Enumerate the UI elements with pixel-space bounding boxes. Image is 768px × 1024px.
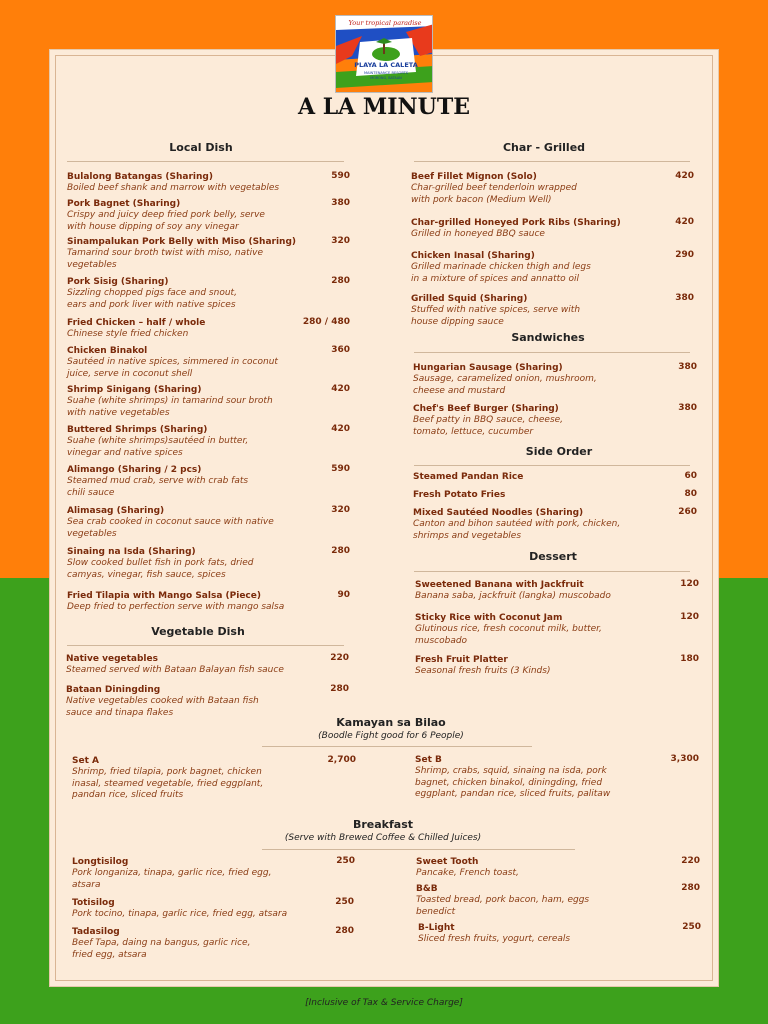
menu-item [67, 546, 253, 581]
menu-item-price: 320 [331, 236, 350, 246]
breakfast-item [72, 856, 271, 891]
menu-item [411, 217, 621, 241]
breakfast-item [416, 883, 589, 918]
menu-item-name: Fried Chicken – half / whole [67, 318, 206, 328]
menu-item-description: Grilled in honeyed BBQ sauce [411, 229, 545, 239]
menu-item-description: Sea crab cooked in coconut sauce with native [67, 517, 274, 527]
menu-item-description: Shrimp, fried tilapia, pork bagnet, chicken [72, 767, 262, 777]
menu-item-name: Char-grilled Honeyed Pork Ribs (Sharing) [411, 218, 621, 228]
menu-item-name: Fresh Potato Fries [413, 490, 506, 500]
menu-item-price: 420 [675, 217, 694, 227]
menu-item-description: Banana saba, jackfruit (langka) muscobado [415, 591, 611, 601]
menu-item-price: 380 [675, 293, 694, 303]
menu-item [67, 198, 265, 233]
menu-item [67, 317, 205, 341]
menu-item-description: Canton and bihon sautéed with pork, chicken, [413, 519, 621, 529]
menu-item-description: Deep fried to perfection serve with mango salsa [67, 602, 285, 612]
menu-item-price: 420 [675, 171, 694, 181]
menu-item-price: 250 [336, 856, 355, 866]
menu-item-price: 120 [680, 579, 699, 589]
set-menu-item [415, 754, 610, 801]
menu-item [413, 403, 563, 438]
menu-item-description: Tamarind sour broth twist with miso, native [67, 248, 264, 258]
menu-item-description: Boiled beef shank and marrow with vegetables [67, 183, 280, 193]
menu-item-description: Sausage, caramelized onion, mushroom, [413, 374, 597, 384]
menu-item-description: Glutinous rice, fresh coconut milk, butter, [415, 624, 602, 634]
breakfast-item [72, 897, 287, 921]
set-menu-item [72, 755, 263, 802]
menu-item-name: Sweet Tooth [416, 857, 479, 867]
menu-item-description: Steamed served with Bataan Balayan fish sauce [66, 665, 284, 675]
menu-item-price: 250 [682, 922, 701, 932]
menu-item-description: eggplant, pandan rice, sliced fruits, palitaw [415, 789, 611, 799]
section-title-side: Side Order [525, 445, 593, 458]
menu-item-name: Sinaing na Isda (Sharing) [67, 547, 196, 557]
menu-item-description: Shrimp, crabs, squid, sinaing na isda, pork [415, 766, 607, 776]
menu-item-description: with native vegetables [67, 407, 170, 418]
section-title-kamayan: Kamayan sa Bilao [336, 716, 446, 729]
menu-item-description: fried egg, atsara [72, 949, 147, 960]
menu-item [67, 236, 296, 271]
menu-item [66, 653, 284, 677]
menu-item-description: juice, serve in coconut shell [67, 368, 193, 379]
menu-item [66, 684, 259, 719]
menu-item-description: Char-grilled beef tenderloin wrapped [411, 183, 577, 193]
menu-item-description: Crispy and juicy deep fried pork belly, serve [67, 210, 265, 220]
breakfast-item [72, 926, 250, 961]
menu-item-description: Suahe (white shrimps)sautéed in butter, [67, 436, 249, 446]
menu-item-name: Chicken Binakol [67, 346, 148, 356]
logo-subtitle: MAINTENANCE RESORTS [363, 71, 409, 75]
menu-item-description: Pork tocino, tinapa, garlic rice, fried egg, atsara [72, 909, 288, 919]
menu-item-price: 420 [331, 424, 350, 434]
menu-item-name: B-Light [418, 923, 455, 933]
menu-item [413, 507, 620, 542]
menu-item-description: bagnet, chicken binakol, diningding, fried [415, 777, 603, 788]
menu-item-description: Sautéed in native spices, simmered in coconut [67, 357, 278, 367]
menu-item-price: 280 [331, 276, 350, 286]
menu-item-name: Shrimp Sinigang (Sharing) [67, 385, 202, 395]
breakfast-note: (Serve with Brewed Coffee & Chilled Juices) [284, 833, 482, 843]
menu-item-name: Bulalong Batangas (Sharing) [67, 172, 213, 182]
menu-item-description: ears and pork liver with native spices [67, 299, 236, 310]
menu-item [411, 293, 580, 328]
menu-item [67, 276, 237, 311]
menu-item-description: shrimps and vegetables [413, 530, 522, 541]
menu-item-price: 380 [678, 362, 697, 372]
menu-item-name: Native vegetables [66, 654, 158, 664]
menu-item-description: Sizzling chopped pigs face and snout, [67, 288, 237, 298]
menu-item [67, 171, 279, 195]
menu-item [67, 384, 273, 419]
menu-item-description: with pork bacon (Medium Well) [411, 194, 552, 205]
section-title-vegetable: Vegetable Dish [151, 625, 245, 638]
menu-item-price: 260 [678, 507, 697, 517]
section-divider [414, 352, 690, 353]
menu-item-description: Suahe (white shrimps) in tamarind sour broth [67, 396, 273, 406]
section-title-local: Local Dish [169, 141, 233, 154]
logo-tagline: Your tropical paradise [348, 19, 422, 27]
menu-item-description: Beef patty in BBQ sauce, cheese, [413, 415, 564, 425]
menu-item-price: 180 [680, 654, 699, 664]
menu-item-price: 380 [331, 198, 350, 208]
menu-item-description: Pork longaniza, tinapa, garlic rice, fried egg, [72, 868, 272, 878]
menu-item-price: 280 [331, 546, 350, 556]
menu-item [67, 424, 248, 459]
menu-item-name: Beef Fillet Mignon (Solo) [411, 172, 537, 182]
menu-item-price: 280 [681, 883, 700, 893]
menu-item-description: Steamed mud crab, serve with crab fats [67, 476, 249, 486]
menu-item-price: 3,300 [670, 754, 699, 764]
menu-item-price: 60 [684, 471, 697, 481]
section-title-breakfast: Breakfast [352, 818, 414, 831]
menu-item-description: sauce and tinapa flakes [66, 707, 174, 718]
menu-item [67, 505, 274, 540]
menu-item-price: 2,700 [327, 755, 356, 765]
menu-item-description: vinegar and native spices [67, 447, 183, 458]
menu-item [415, 654, 550, 678]
menu-item-name: Sweetened Banana with Jackfruit [415, 580, 584, 590]
menu-item-name: Alimasag (Sharing) [67, 506, 165, 516]
menu-item-description: benedict [416, 906, 456, 917]
menu-item-description: Chinese style fried chicken [67, 329, 189, 339]
menu-item-name: Sticky Rice with Coconut Jam [415, 613, 563, 623]
menu-item-description: Beef Tapa, daing na bangus, garlic rice, [72, 938, 251, 948]
section-divider [414, 571, 690, 572]
menu-item-description: inasal, steamed vegetable, fried eggplant, [72, 778, 264, 789]
menu-item-price: 120 [680, 612, 699, 622]
menu-item-name: Alimango (Sharing / 2 pcs) [67, 465, 202, 475]
kamayan-note: (Boodle Fight good for 6 People) [318, 731, 464, 741]
section-divider [262, 849, 575, 850]
menu-item-description: vegetables [67, 528, 117, 539]
section-title-sandwiches: Sandwiches [511, 331, 585, 344]
menu-item [415, 579, 611, 603]
section-divider [414, 161, 690, 162]
menu-item-price: 250 [335, 897, 354, 907]
menu-item-description: Seasonal fresh fruits (3 Kinds) [415, 666, 551, 676]
menu-item-description: cheese and mustard [413, 385, 506, 396]
menu-item [411, 250, 591, 285]
menu-item-name: Bataan Diningding [66, 685, 161, 695]
menu-item-description: camyas, vinegar, fish sauce, spices [67, 569, 226, 580]
menu-item-description: atsara [72, 879, 101, 890]
menu-item-description: pandan rice, sliced fruits [72, 790, 184, 800]
menu-item-price: 590 [331, 171, 350, 181]
section-divider [262, 746, 532, 747]
menu-item-price: 420 [331, 384, 350, 394]
menu-item [67, 464, 248, 499]
breakfast-item [418, 922, 570, 946]
menu-item-price: 280 [335, 926, 354, 936]
menu-item-name: Totisilog [72, 898, 115, 908]
section-divider [67, 161, 344, 162]
menu-item-name: Chef's Beef Burger (Sharing) [413, 404, 559, 414]
menu-item-name: Tadasilog [72, 927, 120, 937]
menu-item [67, 590, 284, 614]
section-title-dessert: Dessert [529, 550, 577, 563]
menu-item-description: Toasted bread, pork bacon, ham, eggs [416, 895, 590, 905]
menu-item-price: 220 [681, 856, 700, 866]
resort-logo [335, 15, 433, 93]
menu-item-name: Grilled Squid (Sharing) [411, 294, 528, 304]
logo-name: PLAYA LA CALETA [354, 61, 418, 69]
menu-item-name: Fresh Fruit Platter [415, 655, 508, 665]
menu-item-description: muscobado [415, 635, 468, 646]
breakfast-item [416, 856, 519, 880]
menu-item-price: 380 [678, 403, 697, 413]
menu-item-price: 80 [684, 489, 697, 499]
menu-item-price: 360 [331, 345, 350, 355]
menu-item-description: Grilled marinade chicken thigh and legs [411, 262, 591, 272]
menu-item-price: 590 [331, 464, 350, 474]
menu-item-name: Hungarian Sausage (Sharing) [413, 363, 563, 373]
menu-item-price: 220 [330, 653, 349, 663]
menu-item-description: Stuffed with native spices, serve with [411, 305, 581, 315]
menu-item-name: Fried Tilapia with Mango Salsa (Piece) [67, 591, 261, 601]
menu-item-description: in a mixture of spices and annatto oil [411, 273, 580, 284]
menu-item [411, 171, 577, 206]
menu-item-name: Pork Sisig (Sharing) [67, 277, 169, 287]
menu-item-name: Sinampalukan Pork Belly with Miso (Sharing) [67, 237, 297, 247]
section-divider [67, 645, 344, 646]
menu-item [415, 612, 602, 647]
menu-item-name: Pork Bagnet (Sharing) [67, 199, 181, 209]
menu-item-description: Slow cooked bullet fish in pork fats, dried [67, 558, 254, 568]
menu-item-price: 290 [675, 250, 694, 260]
menu-item-name: Steamed Pandan Rice [413, 472, 524, 482]
menu-title: A LA MINUTE [297, 94, 470, 120]
menu-item-description: Sliced fresh fruits, yogurt, cereals [418, 934, 571, 944]
menu-item-name: Set B [415, 755, 442, 765]
menu-item-price: 280 / 480 [302, 317, 350, 327]
section-title-grilled: Char - Grilled [502, 141, 586, 154]
menu-item-name: Chicken Inasal (Sharing) [411, 251, 535, 261]
menu-item-description: with house dipping of soy any vinegar [67, 221, 239, 232]
menu-item-description: Pancake, French toast, [416, 868, 519, 878]
menu-item [67, 345, 278, 380]
menu-item-description: tomato, lettuce, cucumber [413, 426, 534, 437]
menu-item-name: Buttered Shrimps (Sharing) [67, 425, 208, 435]
menu-item [413, 489, 505, 501]
menu-item-name: Mixed Sautéed Noodles (Sharing) [413, 508, 584, 518]
section-divider [414, 465, 690, 466]
menu-item-price: 90 [337, 590, 350, 600]
menu-item-price: 320 [331, 505, 350, 515]
menu-item-name: B&B [416, 884, 438, 894]
menu-item-name: Set A [72, 756, 99, 766]
menu-item-description: vegetables [67, 259, 117, 270]
menu-item-price: 280 [330, 684, 349, 694]
menu-item [413, 471, 523, 483]
menu-item [413, 362, 597, 397]
menu-item-name: Longtisilog [72, 857, 129, 867]
menu-item-description: house dipping sauce [411, 316, 504, 327]
menu-item-description: chili sauce [67, 487, 115, 498]
resort-logo-graphic [336, 16, 433, 93]
footer-note: [Inclusive of Tax & Service Charge] [305, 998, 463, 1008]
logo-location: MORONG, BATAAN [370, 76, 402, 80]
menu-item-description: Native vegetables cooked with Bataan fish [66, 696, 259, 706]
